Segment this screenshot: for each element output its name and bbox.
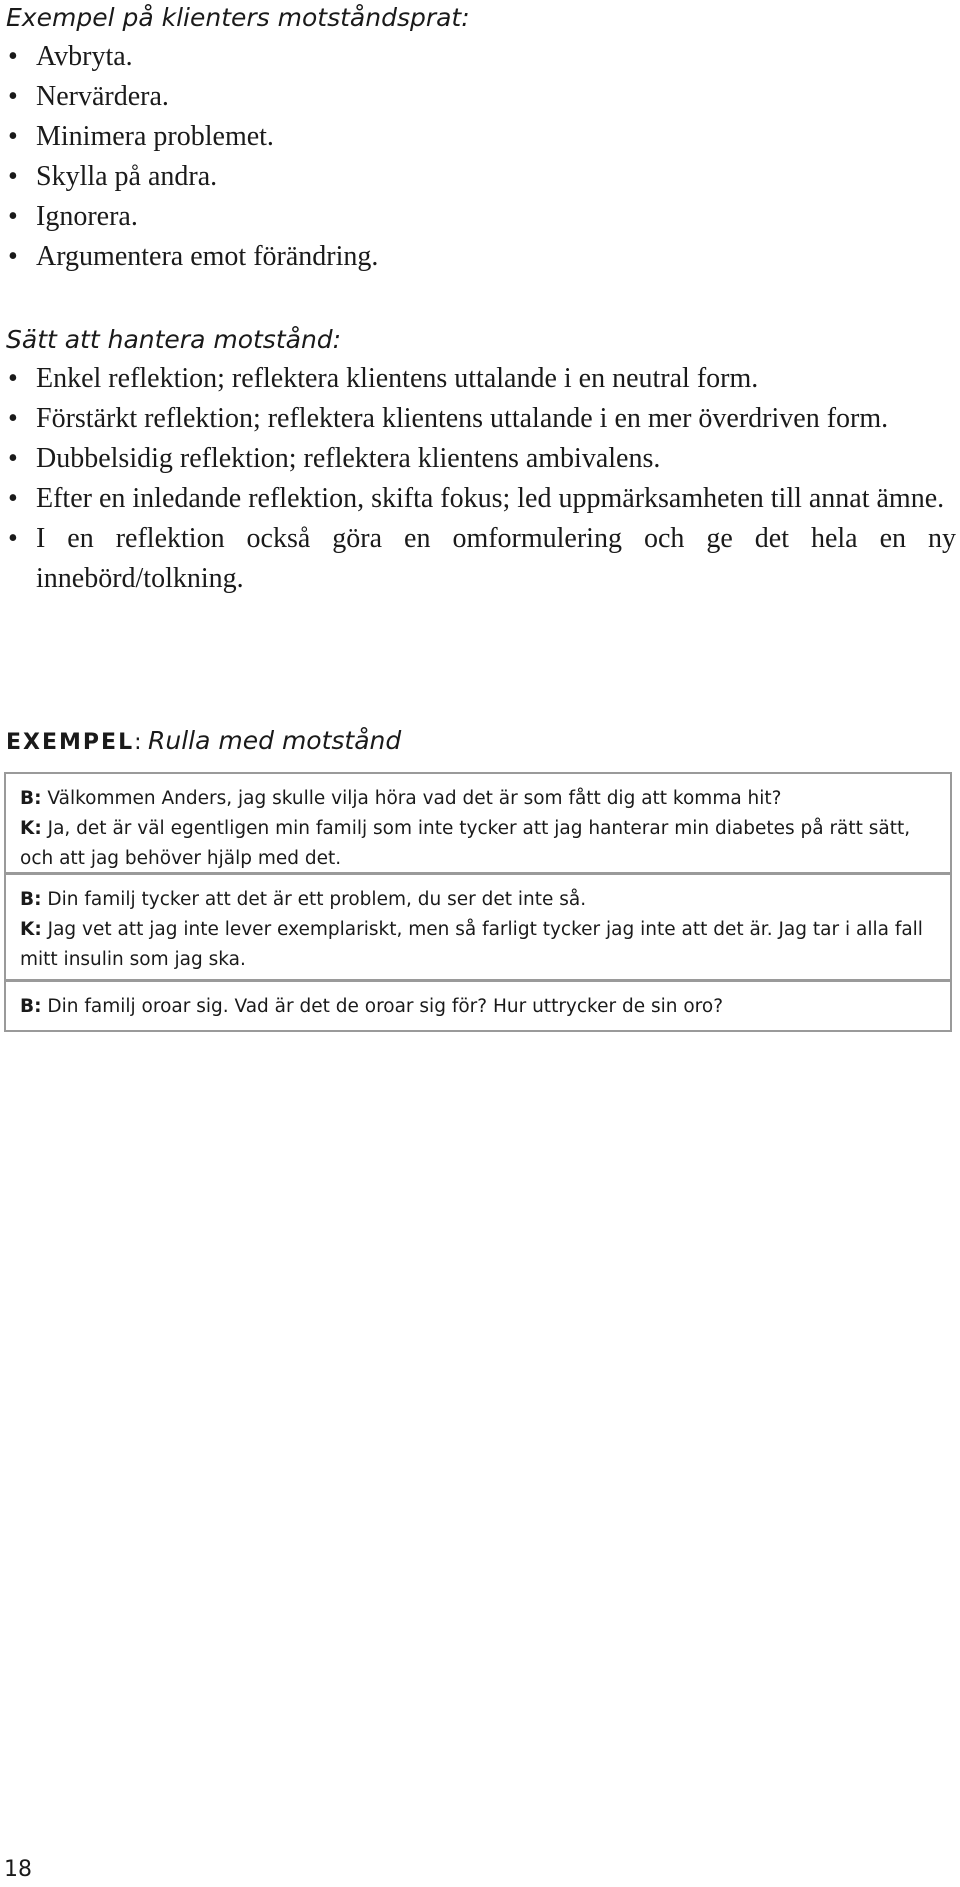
list-item-text: Minimera problemet. [36,121,274,152]
bullet-icon: • [8,41,18,72]
list-item-text: Förstärkt reflektion; reflektera klientens uttalande i en mer överdriven form. [36,403,889,434]
dialogue-line [20,915,938,975]
list-item-text: Avbryta. [36,41,133,72]
speaker-label: B: [20,788,42,809]
bullet-icon: • [8,241,18,272]
list-item [6,197,956,237]
list-item [6,237,956,277]
speaker-label: B: [20,996,42,1017]
dialogue-line [20,885,938,915]
example-label: EXEMPEL [6,730,135,755]
list-item [6,399,956,439]
dialogue-line [20,784,938,814]
dialogue-line [20,814,938,874]
resistance-talk-list [6,37,956,277]
bullet-icon: • [8,443,18,474]
dialogue-text: Ja, det är väl egentligen min familj som inte tycker att jag hanterar min diabetes på rätt sätt, och att jag behöver hjälp med det. [20,818,911,869]
list-item [6,157,956,197]
page-number: 18 [4,1857,32,1882]
list-item-text: Dubbelsidig reflektion; reflektera klientens ambivalens. [36,443,661,474]
speaker-label: B: [20,889,42,910]
handling-resistance-list [6,359,956,599]
list-item [6,479,956,519]
example-title [6,722,401,762]
dialogue-text: Välkommen Anders, jag skulle vilja höra vad det är som fått dig att komma hit? [47,788,782,809]
list-item-text: Skylla på andra. [36,161,218,192]
list-item-text: Efter en inledande reflektion, skifta fokus; led uppmärksamheten till annat ämne. [36,483,945,514]
bullet-icon: • [8,483,18,514]
section-heading-resistance-talk: Exempel på klienters motståndsprat: [6,3,470,32]
dialogue-text: Jag vet att jag inte lever exemplariskt, men så farligt tycker jag inte att det är. Jag tar i alla fall mitt insulin som jag ska. [20,919,923,970]
dialogue-box [4,873,952,981]
dialogue-text: Din familj tycker att det är ett problem, du ser det inte så. [47,889,587,910]
list-item [6,117,956,157]
section-heading-handling-resistance: Sätt att hantera motstånd: [6,325,342,354]
list-item-text: Enkel reflektion; reflektera klientens uttalande i en neutral form. [36,363,759,394]
list-item-text: Nervärdera. [36,81,169,112]
example-colon: : [134,730,142,755]
example-subtitle: Rulla med motstånd [148,726,402,755]
bullet-icon: • [8,363,18,394]
dialogue-box [4,772,952,874]
dialogue-text: Din familj oroar sig. Vad är det de oroar sig för? Hur uttrycker de sin oro? [47,996,724,1017]
list-item [6,519,956,599]
list-item-text: I en reflektion också göra en omformulering och ge det hela en ny innebörd/tolkning. [36,523,956,594]
dialogue-box [4,980,952,1032]
list-item [6,37,956,77]
list-item-text: Ignorera. [36,201,138,232]
bullet-icon: • [8,81,18,112]
list-item [6,359,956,399]
dialogue-line [20,992,938,1022]
bullet-icon: • [8,121,18,152]
list-item [6,77,956,117]
list-item-text: Argumentera emot förändring. [36,241,379,272]
bullet-icon: • [8,201,18,232]
bullet-icon: • [8,403,18,434]
bullet-icon: • [8,523,18,554]
list-item [6,439,956,479]
speaker-label: K: [20,919,42,940]
speaker-label: K: [20,818,42,839]
bullet-icon: • [8,161,18,192]
